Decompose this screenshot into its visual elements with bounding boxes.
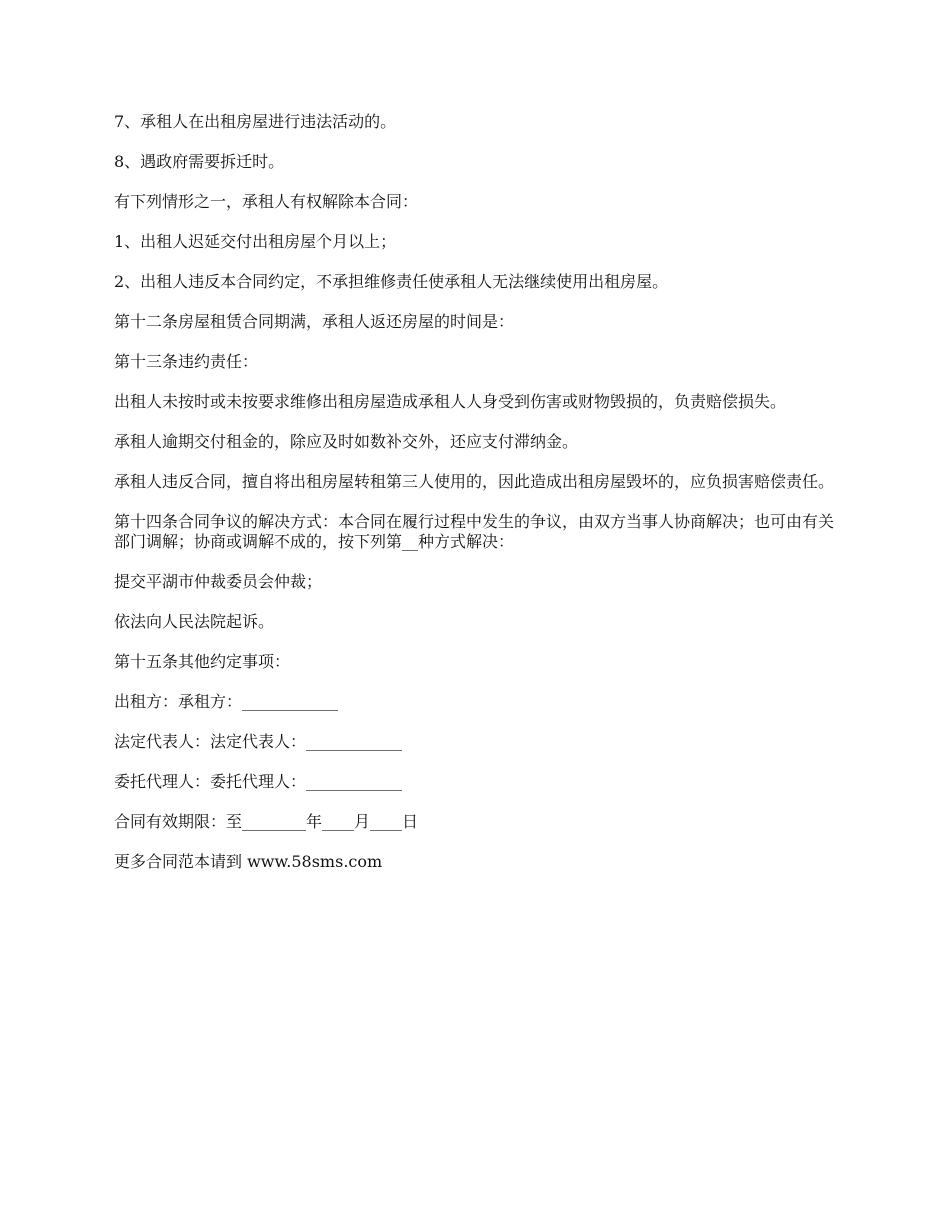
footer-more-templates: 更多合同范本请到 www.58sms.com [114, 852, 383, 871]
termination-conditions-heading: 有下列情形之一，承租人有权解除本合同： [114, 192, 419, 211]
termination-item-1: 1、出租人迟延交付出租房屋个月以上； [114, 232, 397, 251]
clause-item-7: 7、承租人在出租房屋进行违法活动的。 [114, 112, 397, 131]
article-13-heading: 第十三条违约责任： [114, 352, 259, 371]
signature-legal-representatives: 法定代表人：法定代表人：____________ [114, 732, 403, 751]
dispute-option-court: 依法向人民法院起诉。 [114, 612, 275, 631]
document-page [114, 112, 844, 892]
clause-item-8: 8、遇政府需要拆迁时。 [114, 152, 285, 171]
article-14: 第十四条合同争议的解决方式：本合同在履行过程中发生的争议，由双方当事人协商解决；也可由有关部门调解；协商或调解不成的，按下列第__种方式解决： [114, 512, 835, 551]
article-12: 第十二条房屋租赁合同期满，承租人返还房屋的时间是： [114, 312, 515, 331]
dispute-option-arbitration: 提交平湖市仲裁委员会仲裁； [114, 572, 323, 591]
article-15-heading: 第十五条其他约定事项： [114, 652, 291, 671]
contract-validity-period: 合同有效期限：至________年____月____日 [114, 812, 419, 831]
liability-landlord: 出租人未按时或未按要求维修出租房屋造成承租人人身受到伤害或财物毁损的，负责赔偿损失。 [114, 392, 787, 411]
liability-sublease: 承租人违反合同，擅自将出租房屋转租第三人使用的，因此造成出租房屋毁坏的，应负损害赔偿责任。 [114, 472, 835, 491]
liability-late-rent: 承租人逾期交付租金的，除应及时如数补交外，还应支付滞纳金。 [114, 432, 579, 451]
signature-parties: 出租方：承租方：____________ [114, 692, 339, 711]
termination-item-2: 2、出租人违反本合同约定，不承担维修责任使承租人无法继续使用出租房屋。 [114, 272, 669, 291]
signature-agents: 委托代理人：委托代理人：____________ [114, 772, 403, 791]
